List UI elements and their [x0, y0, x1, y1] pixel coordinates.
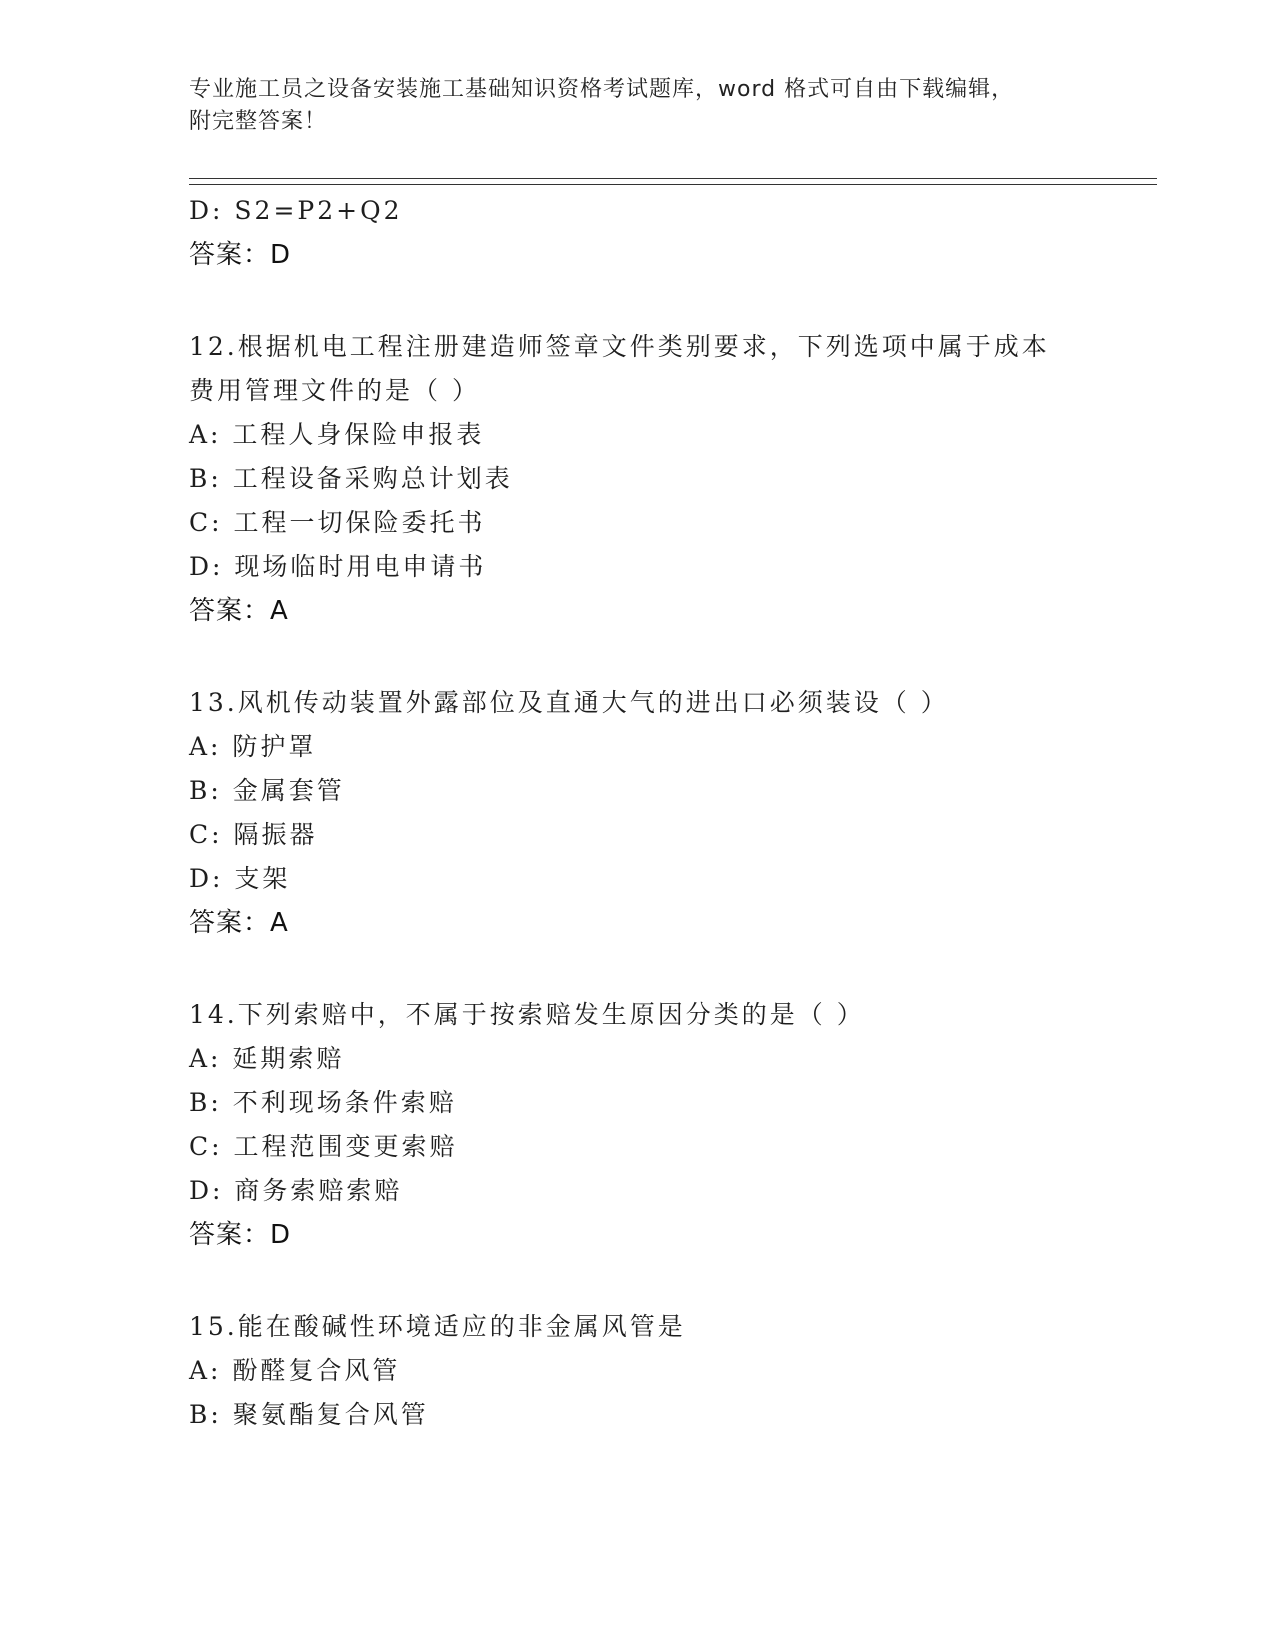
q14-option-c: C: 工程范围变更索赔: [189, 1132, 458, 1161]
document-header: [189, 74, 1089, 138]
q15-option-a: A: 酚醛复合风管: [189, 1356, 401, 1385]
q12-option-c: C: 工程一切保险委托书: [189, 508, 486, 537]
q12-answer: 答案：A: [189, 596, 289, 626]
prev-option-d: D: S2=P2+Q2: [189, 196, 403, 225]
header-line-2: 附完整答案！: [189, 109, 328, 134]
q13-answer: 答案：A: [189, 908, 289, 938]
header-divider-bottom: [189, 184, 1157, 185]
q12-stem-line-1: 12.根据机电工程注册建造师签章文件类别要求，下列选项中属于成本: [189, 332, 1050, 361]
q14-stem-line-1: 14.下列索赔中，不属于按索赔发生原因分类的是（ ）: [189, 1000, 865, 1029]
q13-option-d: D: 支架: [189, 864, 291, 893]
q12-option-b: B: 工程设备采购总计划表: [189, 464, 513, 493]
q15-option-b: B: 聚氨酯复合风管: [189, 1400, 429, 1429]
q13-option-b: B: 金属套管: [189, 776, 345, 805]
q12-option-d: D: 现场临时用电申请书: [189, 552, 487, 581]
q14-option-b: B: 不利现场条件索赔: [189, 1088, 457, 1117]
q13-stem-line-1: 13.风机传动装置外露部位及直通大气的进出口必须装设（ ）: [189, 688, 949, 717]
q14-option-a: A: 延期索赔: [189, 1044, 345, 1073]
prev-answer: 答案：D: [189, 240, 292, 270]
header-line-1: 专业施工员之设备安装施工基础知识资格考试题库，word 格式可自由下载编辑，: [189, 77, 1015, 102]
q12-option-a: A: 工程人身保险申报表: [189, 420, 485, 449]
q13-option-c: C: 隔振器: [189, 820, 318, 849]
header-divider-top: [189, 178, 1157, 179]
q15-stem-line-1: 15.能在酸碱性环境适应的非金属风管是: [189, 1312, 686, 1341]
q14-option-d: D: 商务索赔索赔: [189, 1176, 403, 1205]
q13-option-a: A: 防护罩: [189, 732, 317, 761]
q14-answer: 答案：D: [189, 1220, 292, 1250]
q12-stem-line-2: 费用管理文件的是（ ）: [189, 376, 480, 405]
